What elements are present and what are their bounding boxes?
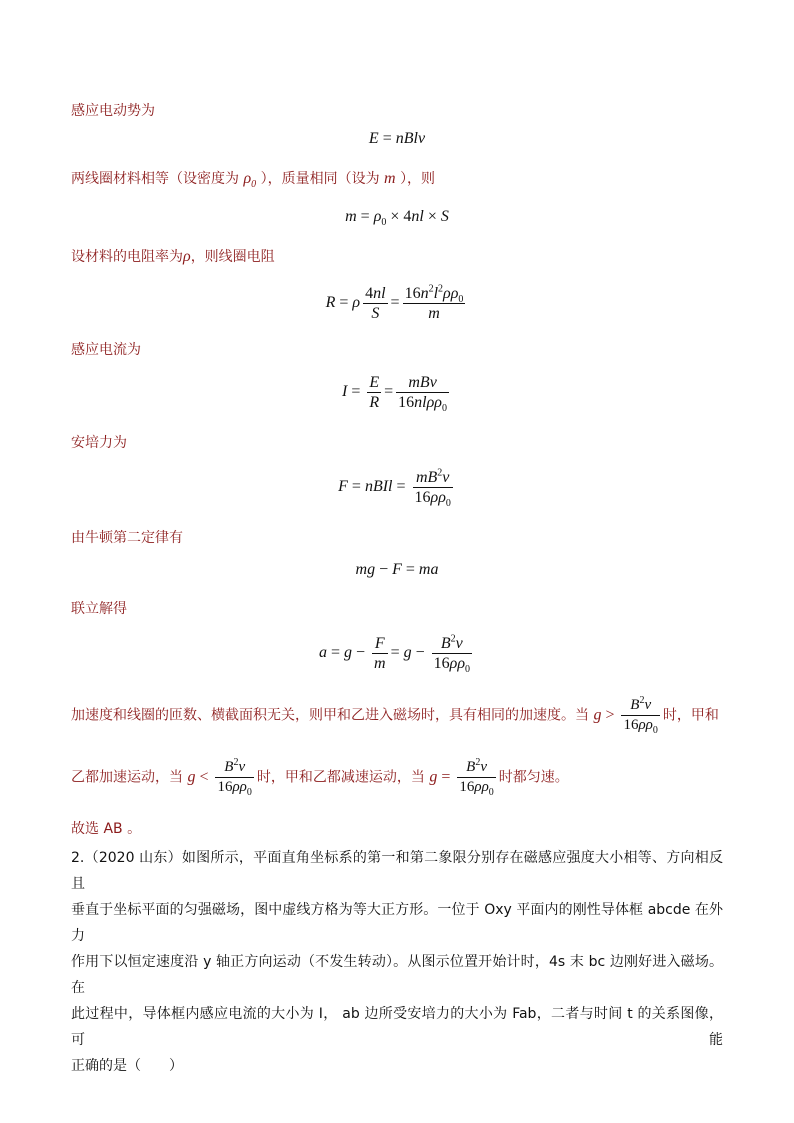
equation-mass: $m = \rho_0 \times 4nl \times S$ xyxy=(345,208,449,229)
question-line-1: 2.（2020 山东）如图所示，平面直角坐标系的第一和第二象限分别存在磁感应强度大小相等、方向相反且 xyxy=(71,850,723,892)
conclusion-line-2: 乙都加速运动，当 g < $\frac{B^2v}{16\rho\rho_0}$ 时，甲和乙都减速运动，当 g = $\frac{B^2v}{16\rho\rho_0}$ 时都匀速。 xyxy=(71,757,569,798)
equation-resistance: R = ρ $\frac{4nl}{S}$ = $\frac{16n^2l^2\rho\rho_0}{m}$ xyxy=(325,283,464,322)
question-2 xyxy=(71,845,723,1079)
label-ampere: 安培力为 xyxy=(71,435,127,451)
question-line-4: 此过程中，导体框内感应电流的大小为 I， ab 边所受安培力的大小为 Fab，二者与时间 t 的关系图像，可能 xyxy=(71,1006,723,1048)
equation-emf: E = nBlv xyxy=(368,130,426,147)
label-current: 感应电流为 xyxy=(71,342,141,358)
equation-acceleration: a = g − $\frac{F}{m}$ = g − $\frac{B^2v}{16\rho\rho_0}$ xyxy=(318,633,471,676)
question-line-5: 正确的是（ ） xyxy=(71,1058,183,1074)
question-line-3: 作用下以恒定速度沿 y 轴正方向运动（不发生转动）。从图示位置开始计时，4s 末 bc 边刚好进入磁场。在 xyxy=(71,954,723,996)
equation-current: I = $\frac{E}{R}$ = $\frac{\text{mBv}}{16nl\rho\rho_0}$ xyxy=(342,374,447,415)
question-line-2: 垂直于坐标平面的匀强磁场，图中虚线方格为等大正方形。一位于 Oxy 平面内的刚性导体框 abcde 在外力 xyxy=(71,902,723,944)
equation-newton: mg − F = ma xyxy=(355,561,439,578)
label-solve: 联立解得 xyxy=(71,601,127,617)
label-resistivity: 设材料的电阻率为ρ，则线圈电阻 xyxy=(71,248,275,265)
label-newton: 由牛顿第二定律有 xyxy=(71,530,183,546)
answer-line: 故选 AB 。 xyxy=(71,821,142,837)
label-mass: 两线圈材料相等（设密度为 $\rho_0$ ），质量相同（设为 m ），则 xyxy=(71,170,436,191)
equation-ampere: F = nBIl = $\frac{mB^2v}{16\rho\rho_0}$ xyxy=(338,467,451,510)
conclusion-line-1: 加速度和线圈的匝数、横截面积无关，则甲和乙进入磁场时，具有相同的加速度。当 g > $\frac{B^2v}{16\rho\rho_0}$ 时，甲和 xyxy=(71,695,719,736)
label-emf: 感应电动势为 xyxy=(71,103,155,119)
